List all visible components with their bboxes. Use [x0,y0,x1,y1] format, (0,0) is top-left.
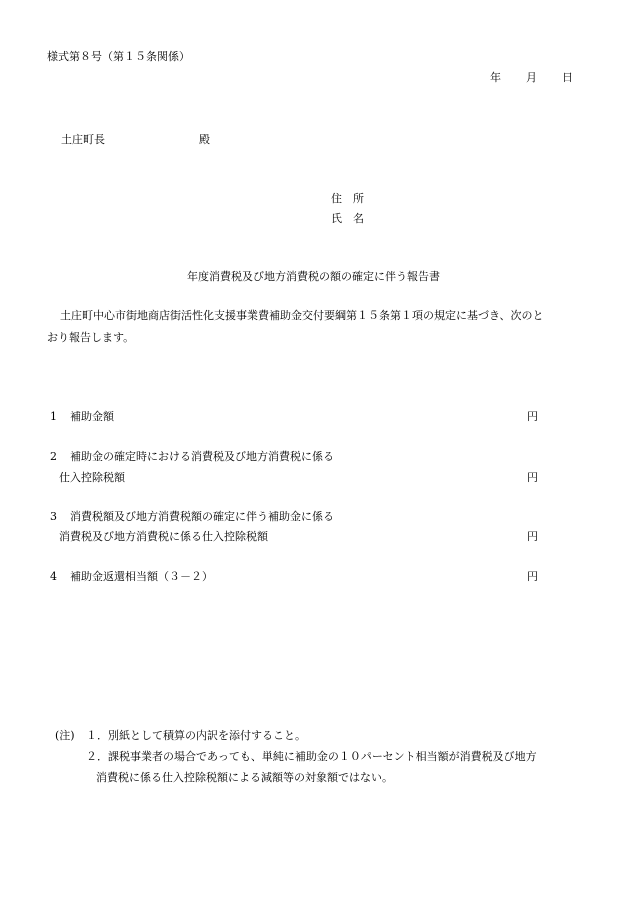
item-label: 消費税額及び地方消費税額の確定に伴う補助金に係る [70,510,334,523]
item-label: 補助金額 [70,410,114,423]
notes-label: (注) [55,729,75,742]
note-1: １．別紙として積算の内訳を添付すること。 [86,729,306,742]
name-label: 氏 名 [331,212,364,225]
addressee-honorific: 殿 [199,133,210,146]
note-2: ２．課税事業者の場合であっても、単純に補助金の１０パーセント相当額が消費税及び地方 [86,750,537,763]
address-label: 住 所 [331,192,364,205]
item-number: 3 [50,510,57,523]
date-day: 日 [562,71,573,84]
date-year: 年 [490,71,501,84]
body-line-1: 土庄町中心市街地商店街活性化支援事業費補助金交付要綱第１５条第１項の規定に基づき、次のと [60,309,544,322]
item-label-continued: 消費税及び地方消費税に係る仕入控除税額 [59,530,268,543]
body-line-2: おり報告します。 [47,331,135,344]
item-unit: 円 [527,471,538,484]
item-number: 4 [50,570,57,583]
item-unit: 円 [527,570,538,583]
item-unit: 円 [527,530,538,543]
item-unit: 円 [527,410,538,423]
item-number: 2 [50,450,57,463]
item-number: 1 [50,410,57,423]
item-label: 補助金の確定時における消費税及び地方消費税に係る [70,450,334,463]
addressee-name: 土庄町長 [61,133,105,146]
document-title: 年度消費税及び地方消費税の額の確定に伴う報告書 [187,270,440,283]
note-2-continued: 消費税に係る仕入控除税額による減額等の対象額ではない。 [96,771,393,784]
date-month: 月 [526,71,537,84]
item-label-continued: 仕入控除税額 [59,471,125,484]
item-label: 補助金返還相当額（３－２） [70,570,213,583]
form-number: 様式第８号（第１５条関係） [47,50,190,63]
